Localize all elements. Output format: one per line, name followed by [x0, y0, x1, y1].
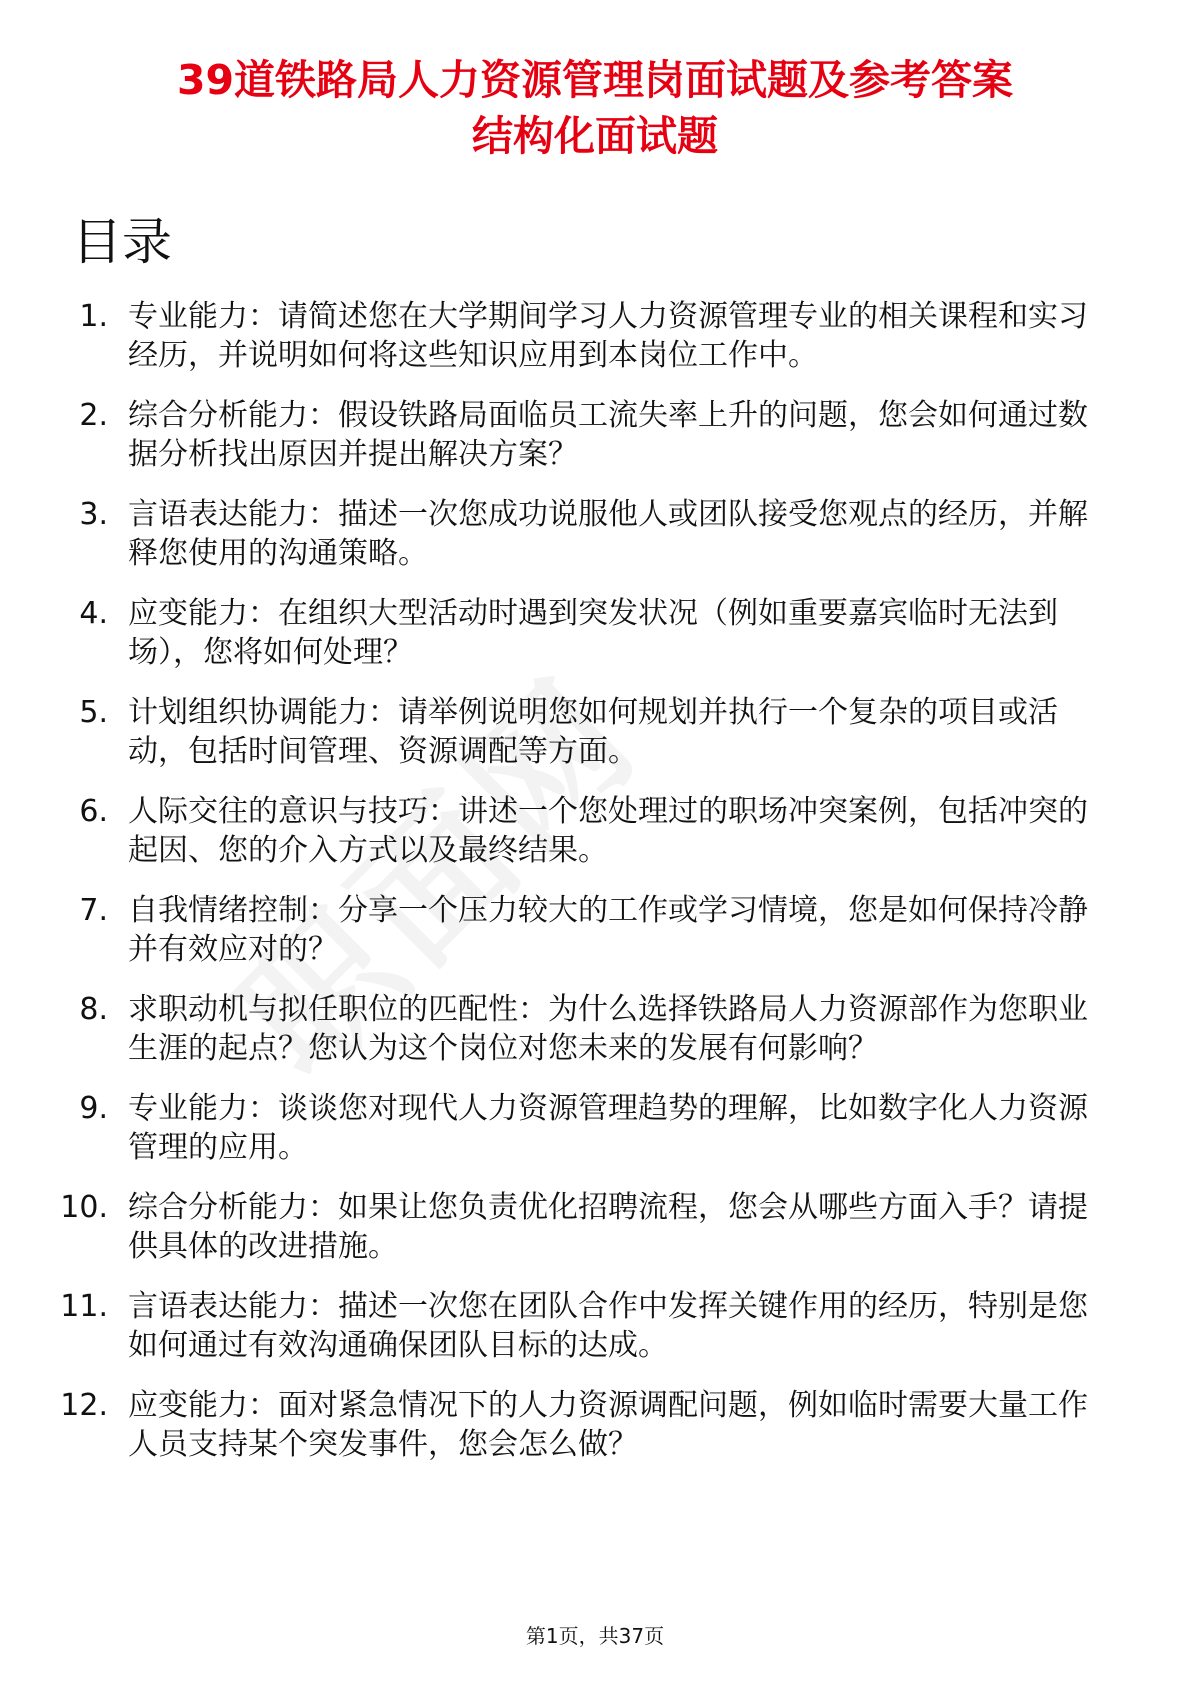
toc-item-number: 9. [79, 1091, 108, 1126]
toc-item-number: 11. [60, 1289, 108, 1324]
toc-item-number: 3. [79, 497, 108, 532]
toc-item-number: 8. [79, 992, 108, 1027]
toc-item[interactable] [0, 297, 1190, 375]
toc-item[interactable] [0, 693, 1190, 771]
toc-item-text: 专业能力：请简述您在大学期间学习人力资源管理专业的相关课程和实习经历，并说明如何将这些知识应用到本岗位工作中。 [128, 299, 1088, 373]
toc-item[interactable] [0, 792, 1190, 870]
toc-item-text: 言语表达能力：描述一次您在团队合作中发挥关键作用的经历，特别是您如何通过有效沟通确保团队目标的达成。 [128, 1289, 1088, 1363]
toc-item-number: 1. [79, 299, 108, 334]
toc-item[interactable] [0, 990, 1190, 1068]
document-title-line-2: 结构化面试题 [472, 112, 718, 160]
toc-item[interactable] [0, 891, 1190, 969]
document-title [0, 52, 1190, 164]
toc-item[interactable] [0, 1386, 1190, 1464]
toc-item-text: 综合分析能力：如果让您负责优化招聘流程，您会从哪些方面入手？请提供具体的改进措施。 [128, 1190, 1088, 1264]
toc-item[interactable] [0, 1089, 1190, 1167]
toc-item-text: 综合分析能力：假设铁路局面临员工流失率上升的问题，您会如何通过数据分析找出原因并提出解决方案？ [128, 398, 1088, 472]
toc-item-number: 5. [79, 695, 108, 730]
toc-item-text: 应变能力：在组织大型活动时遇到突发状况（例如重要嘉宾临时无法到场），您将如何处理？ [128, 596, 1058, 670]
toc-heading: 目录 [72, 213, 172, 271]
toc-item-text: 自我情绪控制：分享一个压力较大的工作或学习情境，您是如何保持冷静并有效应对的？ [128, 893, 1088, 967]
toc-item[interactable] [0, 1287, 1190, 1365]
toc-item-text: 应变能力：面对紧急情况下的人力资源调配问题，例如临时需要大量工作人员支持某个突发事件，您会怎么做？ [128, 1388, 1088, 1462]
toc-item-number: 2. [79, 398, 108, 433]
toc-item-text: 求职动机与拟任职位的匹配性：为什么选择铁路局人力资源部作为您职业生涯的起点？您认为这个岗位对您未来的发展有何影响？ [128, 992, 1088, 1066]
toc-item[interactable] [0, 1188, 1190, 1266]
toc-item-text: 言语表达能力：描述一次您成功说服他人或团队接受您观点的经历，并解释您使用的沟通策略。 [128, 497, 1088, 571]
toc-item-text: 专业能力：谈谈您对现代人力资源管理趋势的理解，比如数字化人力资源管理的应用。 [128, 1091, 1088, 1165]
toc-item[interactable] [0, 594, 1190, 672]
toc-item-number: 10. [60, 1190, 108, 1225]
toc-item-text: 计划组织协调能力：请举例说明您如何规划并执行一个复杂的项目或活动，包括时间管理、资源调配等方面。 [128, 695, 1058, 769]
document-title-line-1: 39道铁路局人力资源管理岗面试题及参考答案 [176, 56, 1014, 104]
toc-item-number: 6. [79, 794, 108, 829]
toc-item-number: 12. [60, 1388, 108, 1423]
toc-list [0, 297, 1190, 1485]
toc-item-number: 4. [79, 596, 108, 631]
toc-item-number: 7. [79, 893, 108, 928]
toc-item-text: 人际交往的意识与技巧：讲述一个您处理过的职场冲突案例，包括冲突的起因、您的介入方式以及最终结果。 [128, 794, 1088, 868]
page-footer: 第1页，共37页 [525, 1624, 665, 1648]
toc-item[interactable] [0, 396, 1190, 474]
toc-item[interactable] [0, 495, 1190, 573]
